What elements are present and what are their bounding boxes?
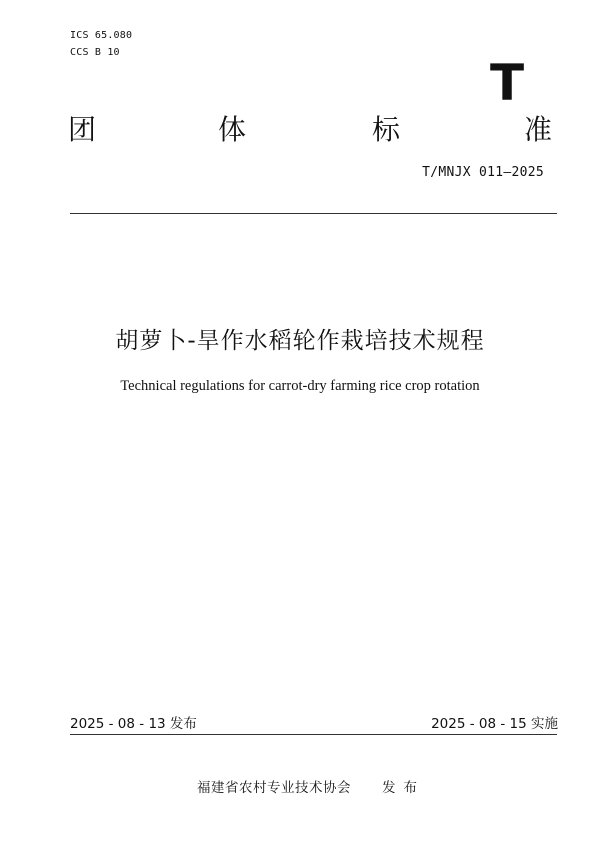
document-title-zh: 胡萝卜-旱作水稻轮作栽培技术规程 bbox=[115, 328, 485, 354]
category-char-2: 体 bbox=[218, 113, 247, 146]
header-divider bbox=[70, 213, 557, 214]
issuing-organization: 福建省农村专业技术协会 bbox=[197, 780, 351, 796]
implement-date: 2025 - 08 - 15 实施 bbox=[431, 716, 558, 732]
document-title-en: Technical regulations for carrot-dry farming rice crop rotation bbox=[120, 378, 480, 394]
issue-label: 发布 bbox=[382, 780, 425, 796]
category-char-1: 团 bbox=[68, 113, 97, 146]
ccs-code: CCS B 10 bbox=[70, 47, 120, 58]
standard-number: T/MNJX 011—2025 bbox=[422, 165, 544, 180]
category-char-4: 准 bbox=[524, 113, 553, 146]
footer-divider bbox=[70, 734, 557, 735]
standard-type-mark: T bbox=[490, 54, 525, 112]
publish-date: 2025 - 08 - 13 发布 bbox=[70, 716, 197, 732]
ics-code: ICS 65.080 bbox=[70, 30, 133, 41]
category-char-3: 标 bbox=[372, 113, 401, 146]
